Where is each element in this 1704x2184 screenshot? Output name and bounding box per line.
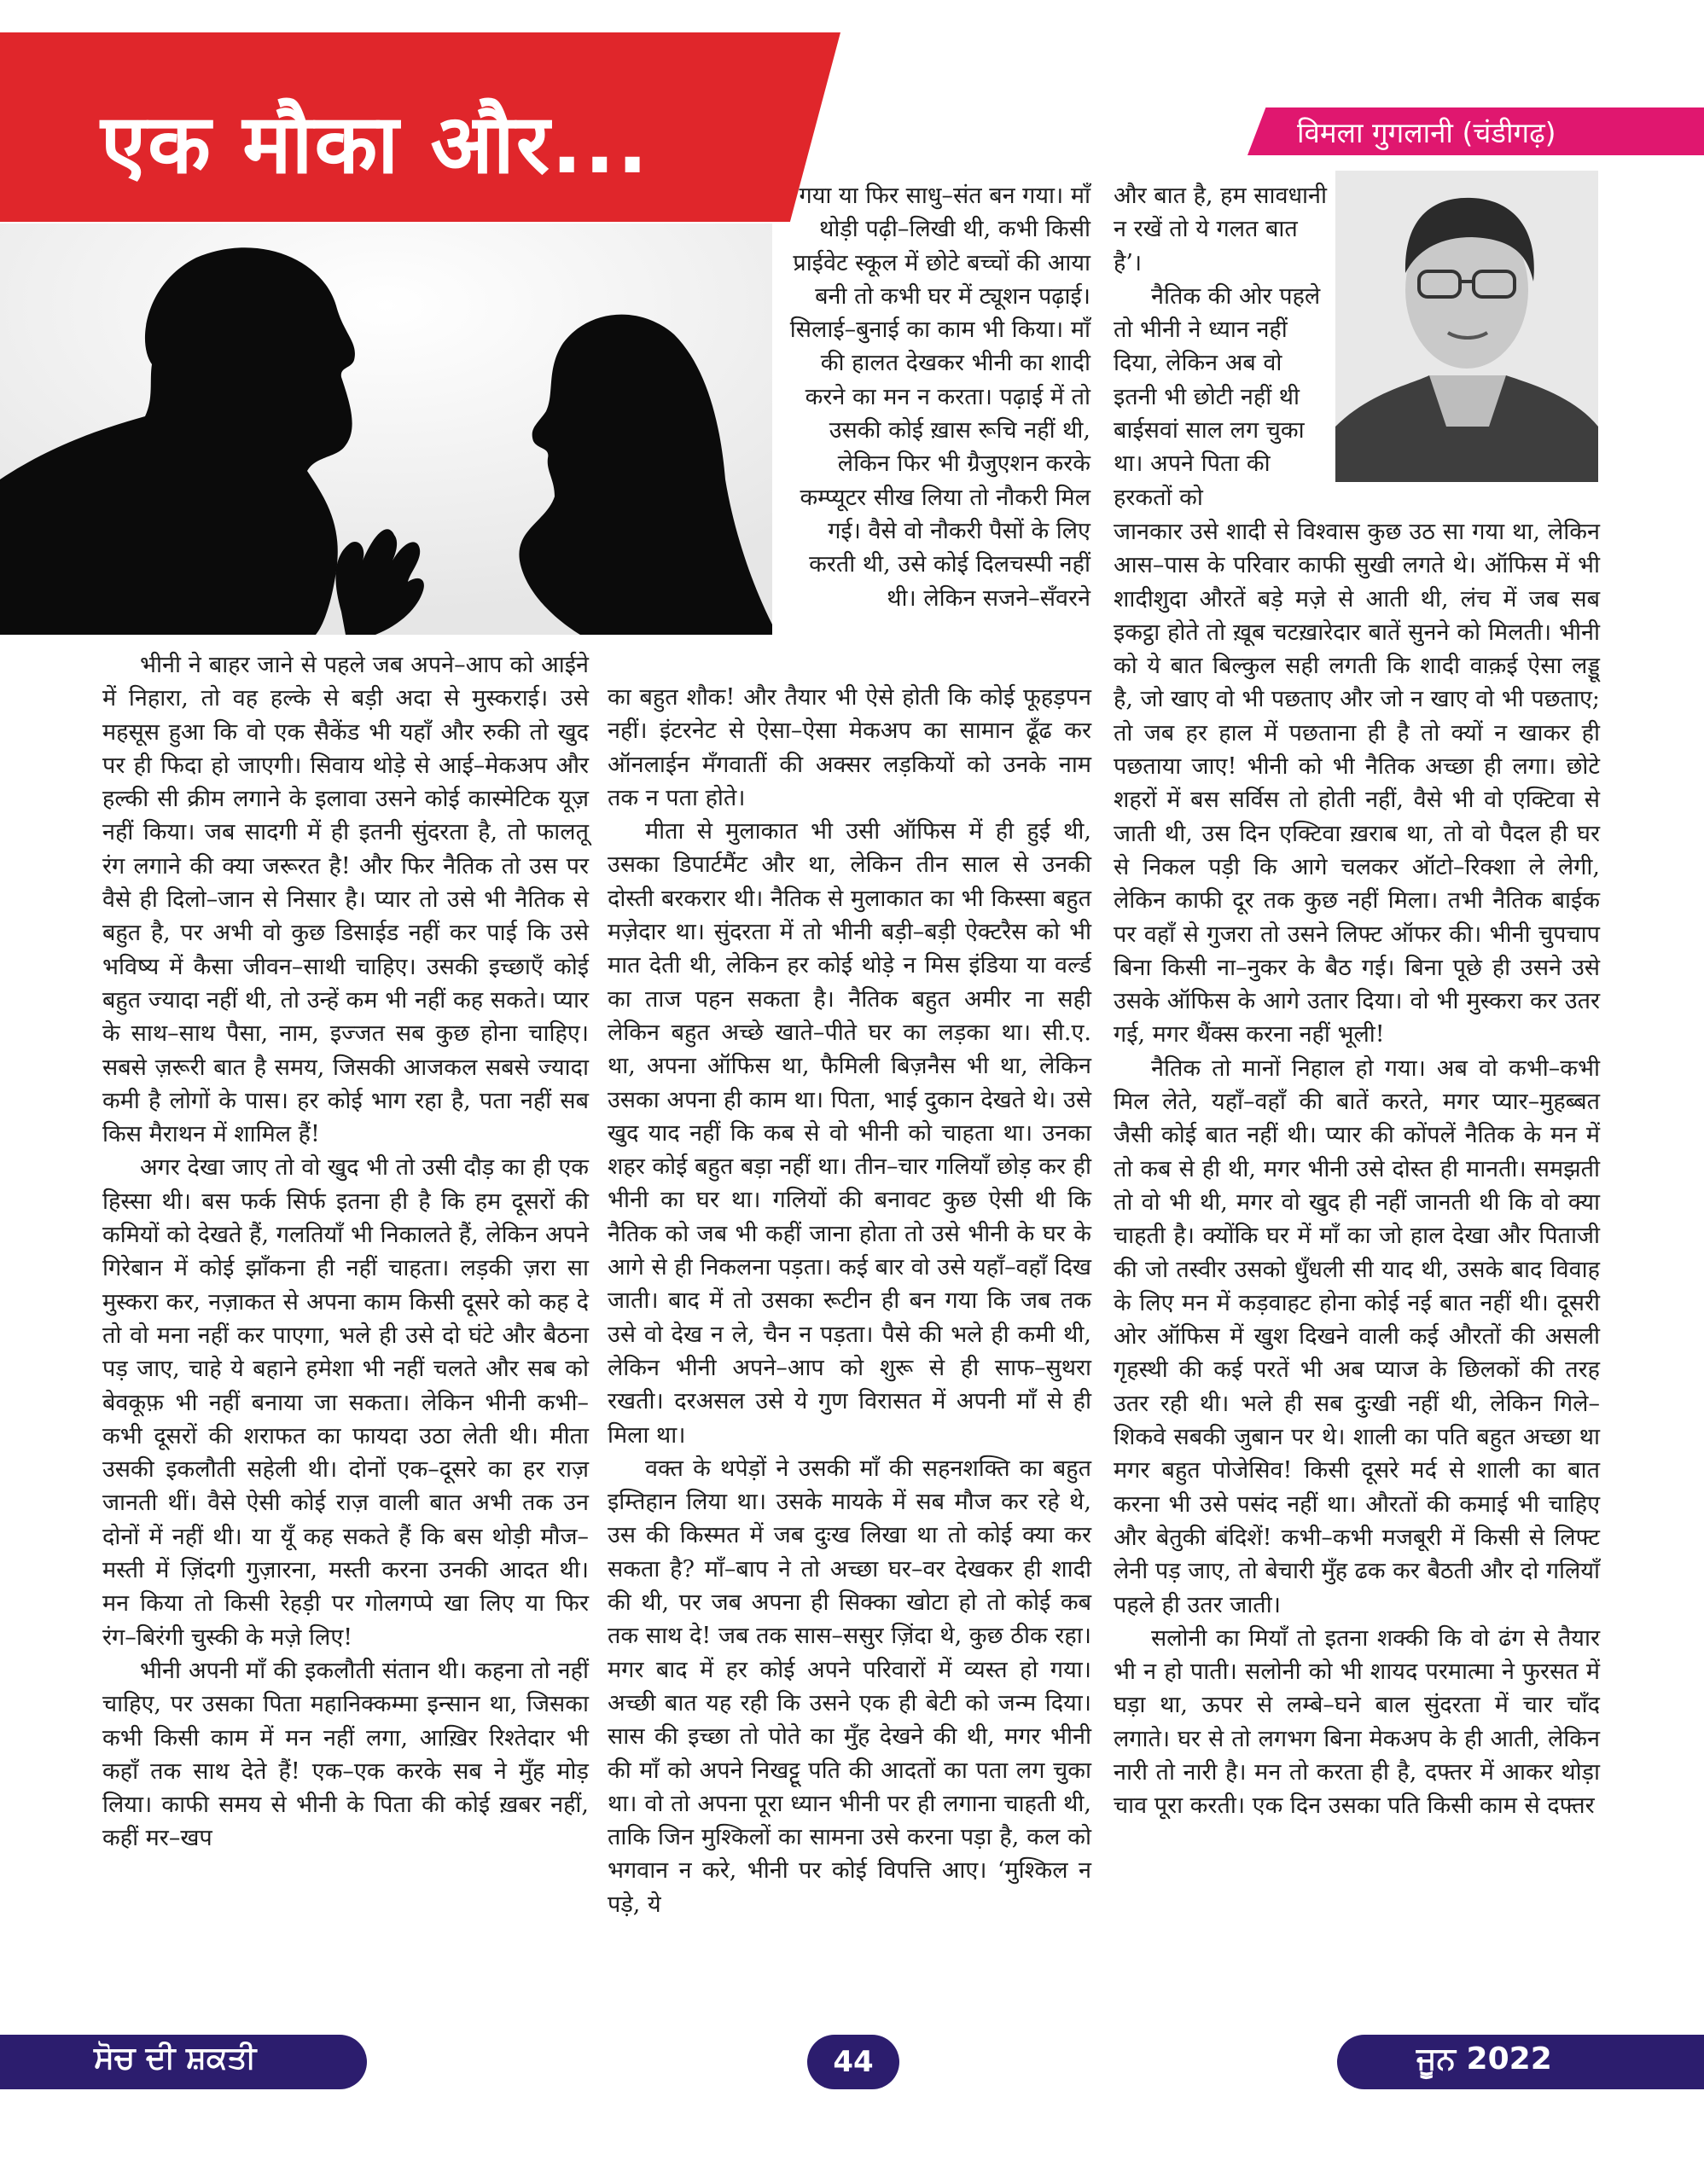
column-2 [608, 681, 1091, 1921]
article-title: एक मौका और... [101, 96, 650, 192]
paragraph: सलोनी का मियाँ तो इतना शक्की कि वो ढंग से तैयार भी न हो पाती। सलोनी को भी शायद परमात्मा ने फुरसत में घड़ा था, ऊपर से लम्बे–घने बाल सुंदरता में चार चाँद लगाते। घर से तो लगभग बिना मेकअप के ही आती, लेकिन नारी तो नारी है। मन तो करता ही है, दफ्तर में आकर थोड़ा चाव पूरा करती। एक दिन उसका पति किसी काम से दफ्तर [1114, 1624, 1600, 1820]
paragraph: जानकार उसे शादी से विश्वास कुछ उठ सा गया था, लेकिन आस–पास के परिवार काफी सुखी लगते थे। ऑफिस में भी शादीशुदा औरतें बड़े मज़े से आती थी, लंच में जब सब इकट्ठा होते तो ख़ूब चटख़ारेदार बातें सुनने को मिलती। भीनी को ये बात बिल्कुल सही लगती कि शादी वाक़ई ऐसा लड्डू है, जो खाए वो भी पछताए और जो न खाए वो भी पछताए; तो जब हर हाल में पछताना ही है तो क्यों न खाकर ही पछताया जाए! भीनी को भी नैतिक अच्छा ही लगा। छोटे शहरों में बस सर्विस तो होती नहीं, वैसे भी वो एक्टिवा से जाती थी, उस दिन एक्टिवा ख़राब था, तो वो पैदल ही घर से निकल पड़ी कि आगे चलकर ऑटो–रिक्शा ले लेगी, लेकिन काफी दूर तक कुछ नहीं मिला। तभी नैतिक बाईक पर वहाँ से गुजरा तो उसने लिफ्ट ऑफर की। भीनी चुपचाप बिना किसी ना–नुकर के बैठ गई। बिना पूछे ही उसने उसे उसके ऑफिस के आगे उतार दिया। वो भी मुस्करा कर उतर गई, मगर थैंक्स करना नहीं भूली! [1114, 519, 1600, 1048]
paragraph: गया या फिर साधु–संत बन गया। माँ थोड़ी पढ़ी–लिखी थी, कभी किसी प्राईवेट स्कूल में छोटे बच्चों की आया बनी तो कभी घर में ट्यूशन पढ़ाई। सिलाई–बुनाई का काम भी किया। माँ की हालत देखकर भीनी का शादी करने का मन न करता। पढ़ाई में तो उसकी कोई ख़ास रूचि नहीं थी, लेकिन फिर भी ग्रैजुएशन करके कम्प्यूटर सीख लिया तो नौकरी मिल गई। वैसे वो नौकरी पैसों के लिए करती थी, उसे कोई दिलचस्पी नहीं थी। लेकिन सजने–सँवरने [789, 183, 1090, 612]
paragraph: भीनी अपनी माँ की इकलौती संतान थी। कहना तो नहीं चाहिए, पर उसका पिता महानिक्कम्मा इन्सान था, जिसका कभी किसी काम में मन नहीं लगा, आख़िर रिश्तेदार भी कहाँ तक साथ देते हैं! एक–एक करके सब ने मुँह मोड़ लिया। काफी समय से भीनी के पिता की कोई ख़बर नहीं, कहीं मर–खप [102, 1657, 589, 1852]
page-number: 44 [833, 2045, 874, 2079]
magazine-name: ਸੋਚ ਦੀ ਸ਼ਕਤੀ [94, 2041, 257, 2076]
paragraph: अगर देखा जाए तो वो खुद भी तो उसी दौड़ का ही एक हिस्सा थी। बस फर्क सिर्फ इतना ही है कि हम दूसरों की कमियों को देखते हैं, गलतियाँ भी निकालते हैं, लेकिन अपने गिरेबान में कोई झाँकना ही नहीं चाहता। लड़की ज़रा सा मुस्करा कर, नज़ाकत से अपना काम किसी दूसरे को कह दे तो वो मना नहीं कर पाएगा, भले ही उसे दो घंटे और बैठना पड़ जाए, चाहे ये बहाने हमेशा भी नहीं चलते और सब को बेवकूफ़ भी नहीं बनाया जा सकता। लेकिन भीनी कभी–कभी दूसरों की शराफत का फायदा उठा लेती थी। मीता उसकी इकलौती सहेली थी। दोनों एक–दूसरे का हर राज़ जानती थीं। वैसे ऐसी कोई राज़ वाली बात अभी तक उन दोनों में नहीं थी। या यूँ कह सकते हैं कि बस थोड़ी मौज–मस्ती में ज़िंदगी गुज़ारना, मस्ती करना उनकी आदत थी। मन किया तो किसी रेहड़ी पर गोलगप्पे खा लिए या फिर रंग–बिरंगी चुस्की के मज़े लिए! [102, 1154, 589, 1651]
column-1 [102, 648, 589, 1856]
column-3-top [1114, 179, 1332, 514]
paragraph: नैतिक तो मानों निहाल हो गया। अब वो कभी–कभी मिल लेते, यहाँ–वहाँ की बातें करते, मगर प्यार–मुहब्बत जैसी कोई बात नहीं थी। प्यार की कोंपलें नैतिक के मन में तो कब से ही थी, मगर भीनी उसे दोस्त ही मानती। समझती तो वो भी थी, मगर वो खुद ही नहीं जानती थी कि वो क्या चाहती है। क्योंकि घर में माँ का जो हाल देखा और पिताजी की जो तस्वीर उसको धुँधली सी याद थी, उसके बाद विवाह के लिए मन में कड़वाहट होना कोई नई बात नहीं थी। दूसरी ओर ऑफिस में खुश दिखने वाली कई औरतों की असली गृहस्थी की कई परतें भी अब प्याज के छिलकों की तरह उतर रही थी। भले ही सब दुःखी नहीं थी, लेकिन गिले–शिकवे सबकी जुबान पर थे। शाली का पति बहुत अच्छा था मगर बहुत पोजेसिव! किसी दूसरे मर्द से शाली का बात करना भी उसे पसंद नहीं था। औरतों की कमाई भी चाहिए और बेतुकी बंदिशें! कभी–कभी मजबूरी में किसी से लिफ्ट लेनी पड़ जाए, तो बेचारी मुँह ढक कर बैठती और दो गलियाँ पहले ही उतर जाती। [1114, 1054, 1600, 1618]
author-name: विमला गुगलानी (चंडीगढ़) [1297, 116, 1556, 149]
issue-date: ਜੂਨ 2022 [1416, 2042, 1552, 2077]
paragraph: भीनी ने बाहर जाने से पहले जब अपने–आप को आईने में निहारा, तो वह हल्के से बड़ी अदा से मुस्कराई। उसे महसूस हुआ कि वो एक सैकेंड भी यहाँ और रुकी तो खुद पर ही फिदा हो जाएगी। सिवाय थोड़े से आई–मेकअप और हल्की सी क्रीम लगाने के इलावा उसने कोई कास्मेटिक यूज़ नहीं किया। जब सादगी में ही इतनी सुंदरता है, तो फालतू रंग लगाने की क्या जरूरत है! और फिर नैतिक तो उस पर वैसे ही दिलो–जान से निसार है। प्यार तो उसे भी नैतिक से बहुत है, पर अभी वो कुछ डिसाईड नहीं कर पाई कि उसे भविष्य में कैसा जीवन–साथी चाहिए। उसकी इच्छाएँ कोई बहुत ज्यादा नहीं थी, तो उन्हें कम भी नहीं कह सकते। प्यार के साथ–साथ पैसा, नाम, इज्जत सब कुछ होना चाहिए। सबसे ज़रूरी बात है समय, जिसकी आजकल सबसे ज्यादा कमी है लोगों के पास। हर कोई भाग रहा है, पता नहीं सब किस मैराथन में शामिल हैं! [102, 652, 589, 1148]
paragraph: वक्त के थपेड़ों ने उसकी माँ की सहनशक्ति का बहुत इम्तिहान लिया था। उसके मायके में सब मौज कर रहे थे, उस की किस्मत में जब दुःख लिखा था तो कोई क्या कर सकता है? माँ–बाप ने तो अच्छा घर–वर देखकर ही शादी की थी, पर जब अपना ही सिक्का खोटा हो तो कोई कब तक साथ दे! जब तक सास–ससुर ज़िंदा थे, कुछ ठीक रहा। मगर बाद में हर कोई अपने परिवारों में व्यस्त हो गया। अच्छी बात यह रही कि उसने एक ही बेटी को जन्म दिया। सास की इच्छा तो पोते का मुँह देखने की थी, मगर भीनी की माँ को अपने निखट्टू पति की आदतों का पता लग चुका था। वो तो अपना पूरा ध्यान भीनी पर ही लगाना चाहती थी, ताकि जिन मुश्किलों का सामना उसे करना पड़ा है, कल को भगवान न करे, भीनी पर कोई विपत्ति आए। ‘मुश्किल न पड़े, ये [608, 1455, 1091, 1918]
author-photo [1335, 171, 1598, 482]
paragraph: का बहुत शौक! और तैयार भी ऐसे होती कि कोई फूहड़पन नहीं। इंटरनेट से ऐसा–ऐसा मेकअप का सामान ढूँढ कर ऑनलाईन मँगवातीं की अक्सर लड़कियों को उनके नाम तक न पता होते। [608, 684, 1091, 811]
paragraph: मीता से मुलाकात भी उसी ऑफिस में ही हुई थी, उसका डिपार्टमैंट और था, लेकिन तीन साल से उनकी दोस्ती बरकरार थी। नैतिक से मुलाकात का भी किस्सा बहुत मज़ेदार था। सुंदरता में तो भीनी बड़ी–बड़ी ऐक्टरैस को भी मात देती थी, लेकिन हर कोई थोड़े न मिस इंडिया या वर्ल्ड का ताज पहन सकता है। नैतिक बहुत अमीर ना सही लेकिन बहुत अच्छे खाते–पीते घर का लड़का था। सी.ए. था, अपना ऑफिस था, फैमिली बिज़नैस भी था, लेकिन उसका अपना ही काम था। पिता, भाई दुकान देखते थे। उसे खुद याद नहीं कि कब से वो भीनी को चाहता था। उनका शहर कोई बहुत बड़ा नहीं था। तीन–चार गलियाँ छोड़ कर ही भीनी का घर था। गलियों की बनावट कुछ ऐसी थी कि नैतिक को जब भी कहीं जाना होता तो उसे भीनी के घर के आगे से ही निकलना पड़ता। कई बार वो उसे यहाँ–वहाँ दिख जाती। बाद में तो उसका रूटीन ही बन गया कि जब तक उसे वो देख न ले, चैन न पड़ता। पैसे की भले ही कमी थी, लेकिन भीनी अपने–आप को शुरू से ही साफ–सुथरा रखती। दरअसल उसे ये गुण विरासत में अपनी माँ से ही मिला था। [608, 818, 1091, 1449]
column-3 [1114, 515, 1600, 1823]
arguing-couple-silhouette [0, 224, 772, 635]
column-2-top [775, 179, 1090, 615]
paragraph: नैतिक की ओर पहले तो भीनी ने ध्यान नहीं दिया, लेकिन अब वो इतनी भी छोटी नहीं थी बाईसवां साल लग चुका था। अपने पिता की हरकतों को [1114, 282, 1321, 511]
paragraph: और बात है, हम सावधानी न रखें तो ये गलत बात है’। [1114, 183, 1328, 276]
